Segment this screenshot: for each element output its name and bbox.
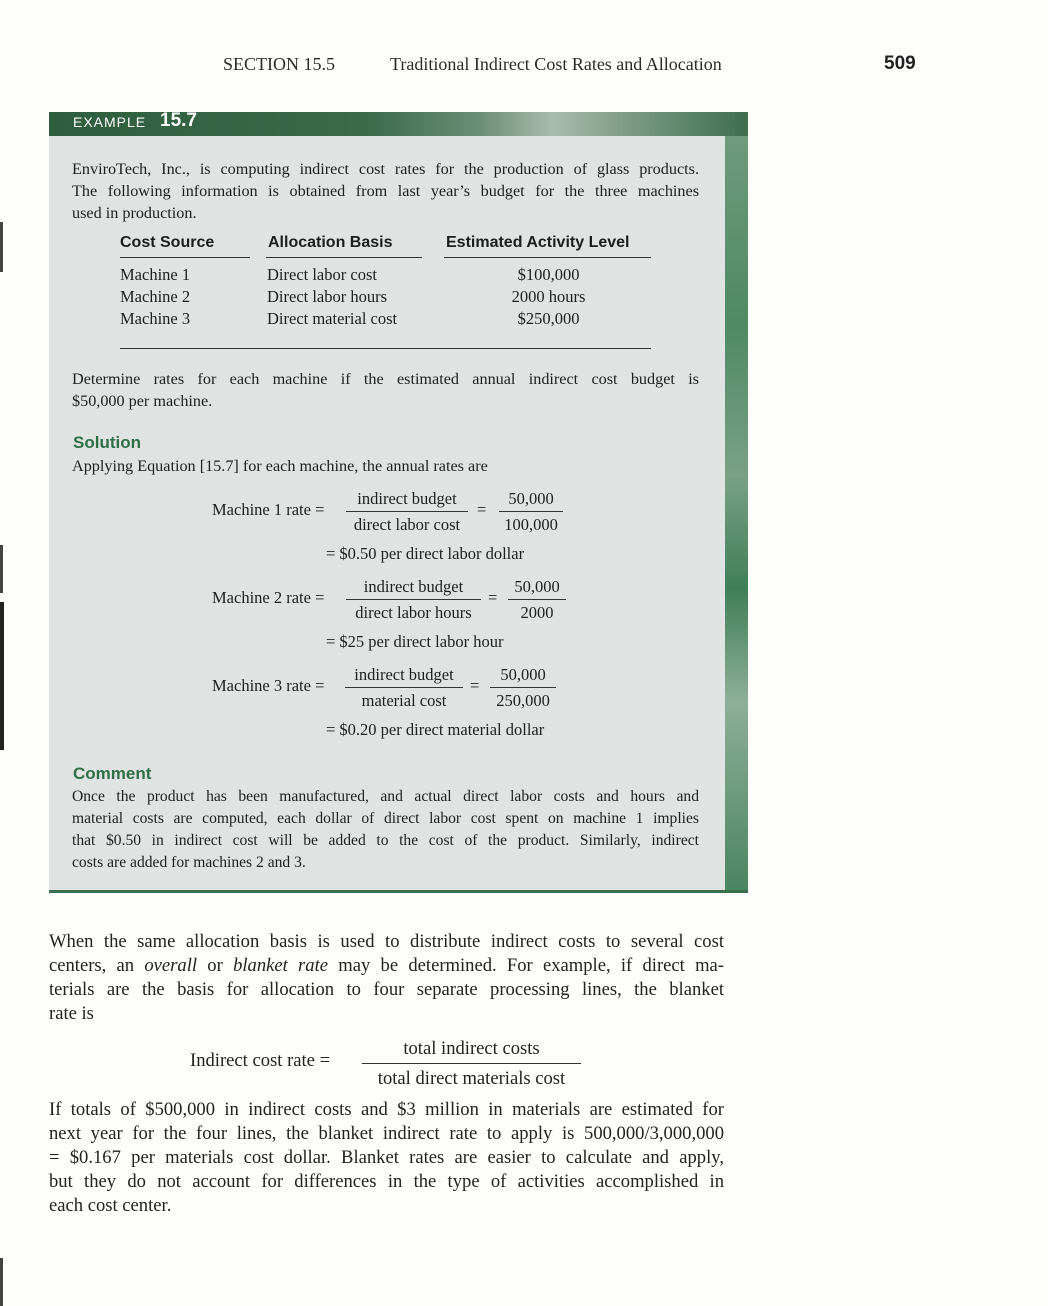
page-number: 509: [884, 53, 916, 74]
body-line: next year for the four lines, the blanket indirect rate to apply is 500,000/3,000,000: [49, 1123, 724, 1144]
eq1-numerator: indirect budget: [357, 489, 457, 508]
comment-line: that $0.50 in indirect cost will be added to the cost of the product. Similarly, indirect: [72, 832, 699, 849]
example-header-bar: [49, 112, 748, 136]
comment-line: costs are added for machines 2 and 3.: [72, 854, 306, 871]
eq3-fraction-values: [490, 665, 556, 711]
table-header-allocation-basis: Allocation Basis: [268, 234, 393, 251]
scan-mark: [0, 1258, 3, 1306]
eq3-denominator-value: 250,000: [496, 691, 550, 710]
body-line: When the same allocation basis is used to distribute indirect costs to several cost: [49, 931, 724, 952]
running-head-title: Traditional Indirect Cost Rates and Allocation: [390, 54, 722, 74]
formula-numerator: total indirect costs: [403, 1038, 540, 1059]
eq1-numerator-value: 50,000: [508, 489, 554, 508]
question-line: Determine rates for each machine if the estimated annual indirect cost budget is: [72, 370, 699, 388]
fraction-bar: [499, 511, 563, 512]
table-cell: $100,000: [517, 265, 580, 284]
eq1-denominator-value: 100,000: [504, 515, 558, 534]
table-rule: [444, 257, 651, 258]
scan-mark: [0, 545, 3, 593]
formula-fraction: [362, 1037, 581, 1091]
eq1-fraction-values: [499, 489, 563, 535]
example-intro: [72, 158, 699, 224]
example-question: [72, 368, 699, 412]
comment-line: material costs are computed, each dollar of direct labor cost spent on machine 1 implies: [72, 810, 699, 827]
intro-line: used in production.: [72, 204, 197, 222]
fraction-bar: [346, 511, 468, 512]
example-number: 15.7: [160, 110, 197, 131]
eq1-fraction-words: [346, 489, 468, 535]
example-label: EXAMPLE: [73, 114, 147, 130]
intro-line: The following information is obtained from last year’s budget for the three machines: [72, 182, 699, 200]
eq2-numerator-value: 50,000: [514, 577, 560, 596]
term-overall: overall: [144, 955, 198, 976]
body-line: each cost center.: [49, 1195, 172, 1216]
body-line: rate is: [49, 1003, 94, 1024]
eq1-denominator: direct labor cost: [353, 515, 461, 534]
solution-heading: Solution: [73, 433, 141, 452]
body-line: = $0.167 per materials cost dollar. Blanket rates are easier to calculate and apply,: [49, 1147, 724, 1168]
solution-intro: Applying Equation [15.7] for each machine, the annual rates are: [72, 457, 488, 475]
table-header-activity-level: Estimated Activity Level: [446, 234, 630, 251]
running-head-section: SECTION 15.5: [223, 54, 335, 74]
fraction-bar: [346, 599, 481, 600]
body-paragraph-2: [49, 1098, 724, 1218]
eq1-label: Machine 1 rate =: [212, 500, 325, 519]
body-paragraph-1: [49, 930, 724, 1026]
body-line: terials are the basis for allocation to four separate processing lines, the blanket: [49, 979, 724, 1000]
eq2-denominator: direct labor hours: [355, 603, 472, 622]
comment-text: [72, 786, 699, 874]
fraction-bar: [490, 687, 556, 688]
eq2-result: = $25 per direct labor hour: [326, 632, 504, 651]
body-line: but they do not account for differences in the type of activities accomplished in: [49, 1171, 724, 1192]
table-rule: [120, 257, 250, 258]
body-text-run: may be determined. For example, if direct ma-: [328, 955, 724, 976]
question-line: $50,000 per machine.: [72, 392, 213, 410]
table-cell: $250,000: [517, 309, 580, 328]
eq3-denominator: material cost: [361, 691, 447, 710]
body-line: [49, 954, 724, 978]
table-cell: Machine 2: [120, 287, 191, 306]
eq2-denominator-value: 2000: [520, 603, 554, 622]
table-cell: Direct material cost: [267, 309, 398, 328]
body-text-run: centers, an: [49, 955, 145, 976]
table-cell: Machine 1: [120, 265, 191, 284]
eq3-result: = $0.20 per direct material dollar: [326, 720, 545, 739]
eq3-numerator-value: 50,000: [500, 665, 546, 684]
eq2-fraction-values: [508, 577, 566, 623]
scan-mark: [0, 602, 4, 750]
equals-sign: =: [488, 588, 498, 607]
eq2-label: Machine 2 rate =: [212, 588, 325, 607]
table-header-cost-source: Cost Source: [120, 234, 215, 251]
table-rule: [266, 257, 422, 258]
term-blanket-rate: blanket rate: [233, 955, 329, 976]
eq1-result: = $0.50 per direct labor dollar: [326, 544, 525, 563]
comment-line: Once the product has been manufactured, and actual direct labor costs and hours and: [72, 788, 699, 805]
fraction-bar: [508, 599, 566, 600]
table-cell: Direct labor hours: [267, 287, 388, 306]
table-bottom-rule: [120, 348, 651, 349]
example-side-image: [725, 136, 748, 890]
table-cell: Direct labor cost: [267, 265, 377, 284]
fraction-bar: [345, 687, 463, 688]
eq3-fraction-words: [345, 665, 463, 711]
eq3-label: Machine 3 rate =: [212, 676, 325, 695]
table-cell: 2000 hours: [511, 287, 586, 306]
equals-sign: =: [477, 500, 487, 519]
intro-line: EnviroTech, Inc., is computing indirect cost rates for the production of glass products.: [72, 160, 699, 178]
equals-sign: =: [470, 676, 480, 695]
eq2-fraction-words: [346, 577, 481, 623]
table-cell: Machine 3: [120, 309, 191, 328]
formula-label: Indirect cost rate =: [190, 1050, 331, 1071]
body-text-run: or: [197, 955, 234, 976]
scan-mark: [0, 222, 3, 272]
body-line: If totals of $500,000 in indirect costs and $3 million in materials are estimated for: [49, 1099, 724, 1120]
eq2-numerator: indirect budget: [363, 577, 464, 596]
eq3-numerator: indirect budget: [354, 665, 454, 684]
formula-denominator: total direct materials cost: [377, 1068, 566, 1089]
comment-heading: Comment: [73, 764, 152, 783]
fraction-bar: [362, 1063, 581, 1064]
